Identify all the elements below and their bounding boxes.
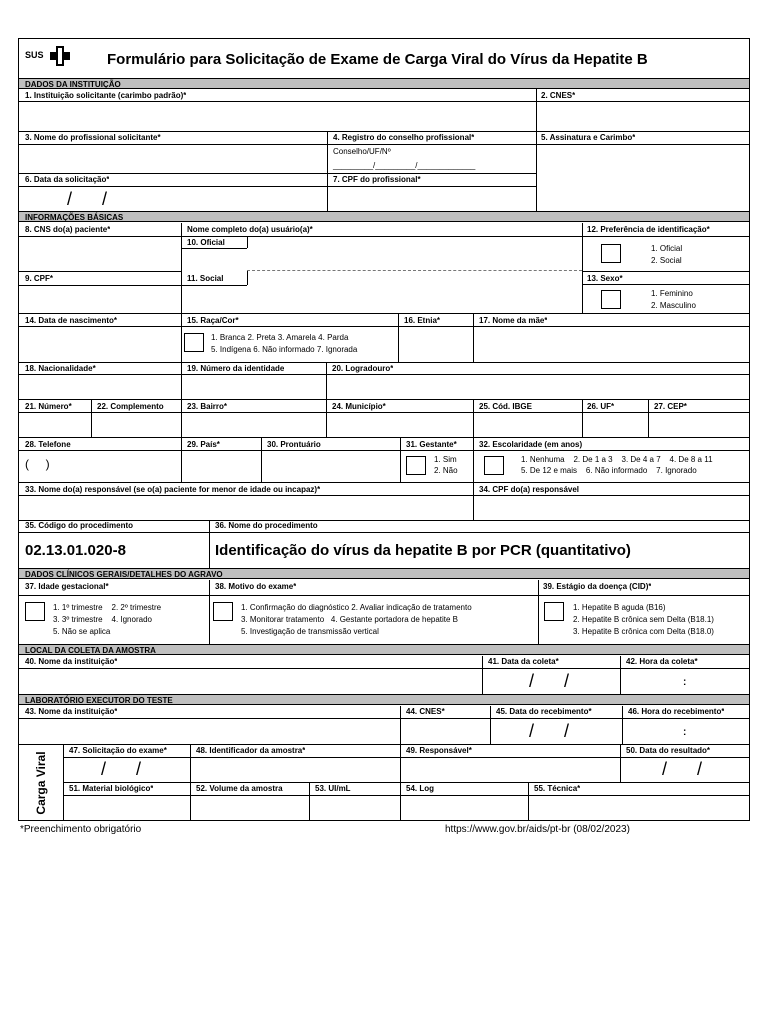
motivo-exame-opts-line3: 5. Investigação de transmissão vertical (241, 627, 379, 636)
input-data-coleta[interactable]: / / (529, 671, 570, 691)
label-nome-oficial: 10. Oficial (187, 238, 225, 247)
label-responsavel-lab: 49. Responsável* (406, 746, 472, 755)
registro-lines[interactable]: _________/_________/_____________ (333, 161, 476, 170)
input-material-biologico[interactable] (64, 796, 190, 821)
input-nome-responsavel[interactable] (19, 496, 473, 520)
motivo-exame-opts-line2: 3. Monitorar tratamento 4. Gestante portadora de hepatite B (241, 615, 459, 624)
label-nome-completo: Nome completo do(a) usuário(a)* (187, 225, 313, 234)
label-material-biologico: 51. Material biológico* (69, 784, 154, 793)
label-cns-paciente: 8. CNS do(a) paciente* (25, 225, 111, 234)
sexo-opt-feminino: 1. Feminino (651, 289, 693, 298)
input-data-solicitacao[interactable]: / / (67, 189, 108, 209)
input-volume-amostra[interactable] (191, 796, 309, 821)
section-instituicao: DADOS DA INSTITUIÇÃO (19, 78, 749, 89)
input-data-nascimento[interactable] (19, 327, 181, 362)
input-ui-ml[interactable] (310, 796, 400, 821)
label-estagio-doenca: 39. Estágio da doença (CID)* (543, 582, 652, 591)
sus-cross-icon (49, 45, 71, 67)
escolaridade-opts-line2: 5. De 12 e mais 6. Não informado 7. Ignorado (521, 466, 697, 475)
checkbox-estagio-doenca[interactable] (544, 602, 564, 621)
sus-logo (25, 45, 73, 67)
label-log: 54. Log (406, 784, 435, 793)
input-numero[interactable] (19, 413, 91, 437)
gestante-opt-sim: 1. Sim (434, 455, 457, 464)
preferencia-opt-oficial: 1. Oficial (651, 244, 683, 253)
request-form (18, 38, 750, 821)
input-cns-paciente[interactable] (19, 237, 181, 271)
sus-logo-text: SUS (25, 50, 44, 60)
label-data-recebimento: 45. Data do recebimento* (496, 707, 592, 716)
checkbox-sexo[interactable] (601, 290, 621, 309)
codigo-procedimento-value: 02.13.01.020-8 (25, 542, 126, 559)
form-title: Formulário para Solicitação de Exame de Carga Viral do Vírus da Hepatite B (107, 51, 648, 68)
label-logradouro: 20. Logradouro* (332, 364, 394, 373)
label-hora-recebimento: 46. Hora do recebimento* (628, 707, 725, 716)
section-dados-clinicos: DADOS CLÍNICOS GERAIS/DETALHES DO AGRAVO (19, 568, 749, 579)
label-nome-mae: 17. Nome da mãe* (479, 316, 548, 325)
estagio-doenca-opts-line3: 3. Hepatite B crônica com Delta (B18.0) (573, 627, 714, 636)
label-hora-coleta: 42. Hora da coleta* (626, 657, 698, 666)
label-volume-amostra: 52. Volume da amostra (196, 784, 283, 793)
input-data-resultado[interactable]: / / (662, 759, 703, 779)
label-registro-conselho: 4. Registro do conselho profissional* (333, 133, 475, 142)
label-gestante: 31. Gestante* (406, 440, 457, 449)
label-cnes-lab: 44. CNES* (406, 707, 445, 716)
label-data-solicitacao: 6. Data da solicitação* (25, 175, 110, 184)
label-cnes: 2. CNES* (541, 91, 576, 100)
registro-sub-label: Conselho/UF/Nº (333, 147, 391, 156)
label-assinatura: 5. Assinatura e Carimbo* (541, 133, 636, 142)
carga-viral-text: Carga Viral (34, 750, 48, 815)
input-assinatura[interactable] (537, 145, 749, 211)
label-cod-ibge: 25. Cód. IBGE (479, 402, 532, 411)
input-nome-instituicao-coleta[interactable] (19, 669, 482, 694)
input-cnes[interactable] (537, 102, 749, 131)
label-instituicao-solicitante: 1. Instituição solicitante (carimbo padrão)* (25, 91, 187, 100)
input-cpf-responsavel[interactable] (474, 496, 749, 520)
label-cep: 27. CEP* (654, 402, 687, 411)
label-tecnica: 55. Técnica* (534, 784, 581, 793)
checkbox-escolaridade[interactable] (484, 456, 504, 475)
motivo-exame-opts-line1: 1. Confirmação do diagnóstico 2. Avaliar indicação de tratamento (241, 603, 472, 612)
section-laboratorio: LABORATÓRIO EXECUTOR DO TESTE (19, 694, 749, 705)
label-cpf-responsavel: 34. CPF do(a) responsável (479, 485, 580, 494)
input-uf[interactable] (583, 413, 648, 437)
label-escolaridade: 32. Escolaridade (em anos) (479, 440, 583, 449)
raca-cor-opts-line2: 5. Indígena 6. Não informado 7. Ignorada (211, 345, 358, 354)
input-prontuario[interactable] (262, 451, 400, 482)
label-preferencia-identificacao: 12. Preferência de identificação* (587, 225, 710, 234)
label-sexo: 13. Sexo* (587, 274, 623, 283)
section-local-coleta: LOCAL DA COLETA DA AMOSTRA (19, 644, 749, 655)
label-prontuario: 30. Prontuário (267, 440, 321, 449)
raca-cor-opts-line1: 1. Branca 2. Preta 3. Amarela 4. Parda (211, 333, 349, 342)
gestante-opt-nao: 2. Não (434, 466, 458, 475)
footer-source: https://www.gov.br/aids/pt-br (08/02/2023) (445, 824, 630, 835)
input-pais[interactable] (182, 451, 261, 482)
input-hora-recebimento[interactable]: : (683, 727, 687, 738)
label-municipio: 24. Município* (332, 402, 386, 411)
label-solicitacao-exame: 47. Solicitação do exame* (69, 746, 167, 755)
preferencia-opt-social: 2. Social (651, 256, 682, 265)
label-numero: 21. Número* (25, 402, 72, 411)
input-municipio[interactable] (327, 413, 473, 437)
section-informacoes-basicas: INFORMAÇÕES BÁSICAS (19, 211, 749, 222)
input-cep[interactable] (649, 413, 749, 437)
input-logradouro[interactable] (327, 375, 749, 399)
input-numero-identidade[interactable] (182, 375, 326, 399)
carga-viral-side-label (19, 744, 63, 821)
label-data-resultado: 50. Data do resultado* (626, 746, 711, 755)
label-bairro: 23. Bairro* (187, 402, 228, 411)
label-nome-social: 11. Social (187, 274, 224, 283)
label-cpf-profissional: 7. CPF do profissional* (333, 175, 421, 184)
input-tecnica[interactable] (529, 796, 749, 821)
input-nome-instituicao-lab[interactable] (19, 719, 400, 744)
input-cod-ibge[interactable] (474, 413, 582, 437)
input-cnes-lab[interactable] (401, 719, 490, 744)
sexo-opt-masculino: 2. Masculino (651, 301, 696, 310)
label-motivo-exame: 38. Motivo do exame* (215, 582, 297, 591)
idade-gestacional-opts-line3: 5. Não se aplica (53, 627, 111, 636)
label-nacionalidade: 18. Nacionalidade* (25, 364, 96, 373)
label-cpf: 9. CPF* (25, 274, 54, 283)
label-nome-responsavel: 33. Nome do(a) responsável (se o(a) paciente for menor de idade ou incapaz)* (25, 485, 321, 494)
label-numero-identidade: 19. Número da identidade (187, 364, 285, 373)
label-raca-cor: 15. Raça/Cor* (187, 316, 239, 325)
input-nome-profissional[interactable] (19, 145, 327, 173)
input-telefone[interactable]: ( ) (25, 457, 50, 471)
label-idade-gestacional: 37. Idade gestacional* (25, 582, 109, 591)
input-nome-oficial[interactable] (247, 237, 582, 271)
nome-procedimento-value: Identificação do vírus da hepatite B por PCR (quantitativo) (215, 542, 631, 559)
checkbox-preferencia[interactable] (601, 244, 621, 263)
input-cpf[interactable] (19, 286, 181, 313)
escolaridade-opts-line1: 1. Nenhuma 2. De 1 a 3 3. De 4 a 7 4. De 8 a 11 (521, 455, 713, 464)
label-pais: 29. País* (187, 440, 220, 449)
label-nome-procedimento: 36. Nome do procedimento (215, 521, 318, 530)
estagio-doenca-opts-line2: 2. Hepatite B crônica sem Delta (B18.1) (573, 615, 714, 624)
input-etnia[interactable] (399, 327, 473, 362)
input-nome-social[interactable] (182, 286, 582, 313)
estagio-doenca-opts-line1: 1. Hepatite B aguda (B16) (573, 603, 666, 612)
label-ui-ml: 53. UI/mL (315, 784, 351, 793)
input-nacionalidade[interactable] (19, 375, 181, 399)
input-instituicao-solicitante[interactable] (19, 102, 536, 131)
input-data-recebimento[interactable]: / / (529, 721, 570, 741)
checkbox-idade-gestacional[interactable] (25, 602, 45, 621)
input-nome-mae[interactable] (474, 327, 749, 362)
label-nome-instituicao-lab: 43. Nome da instituição* (25, 707, 118, 716)
input-hora-coleta[interactable]: : (683, 677, 687, 688)
label-identificador-amostra: 48. Identificador da amostra* (196, 746, 306, 755)
idade-gestacional-opts-line1: 1. 1º trimestre 2. 2º trimestre (53, 603, 162, 612)
footer-note: *Preenchimento obrigatório (20, 824, 142, 835)
label-uf: 26. UF* (587, 402, 615, 411)
label-data-nascimento: 14. Data de nascimento* (25, 316, 118, 325)
label-nome-profissional: 3. Nome do profissional solicitante* (25, 133, 161, 142)
input-cpf-profissional[interactable] (328, 187, 536, 211)
label-etnia: 16. Etnia* (404, 316, 441, 325)
input-solicitacao-exame[interactable]: / / (101, 759, 142, 779)
label-complemento: 22. Complemento (97, 402, 164, 411)
label-telefone: 28. Telefone (25, 440, 71, 449)
input-identificador-amostra[interactable] (191, 758, 400, 782)
label-nome-instituicao-coleta: 40. Nome da instituição* (25, 657, 118, 666)
checkbox-gestante[interactable] (406, 456, 426, 475)
label-data-coleta: 41. Data da coleta* (488, 657, 559, 666)
checkbox-raca-cor[interactable] (184, 333, 204, 352)
input-complemento[interactable] (92, 413, 181, 437)
idade-gestacional-opts-line2: 3. 3º trimestre 4. Ignorado (53, 615, 152, 624)
input-log[interactable] (401, 796, 528, 821)
input-responsavel-lab[interactable] (401, 758, 620, 782)
input-bairro[interactable] (182, 413, 326, 437)
label-codigo-procedimento: 35. Código do procedimento (25, 521, 134, 530)
checkbox-motivo-exame[interactable] (213, 602, 233, 621)
